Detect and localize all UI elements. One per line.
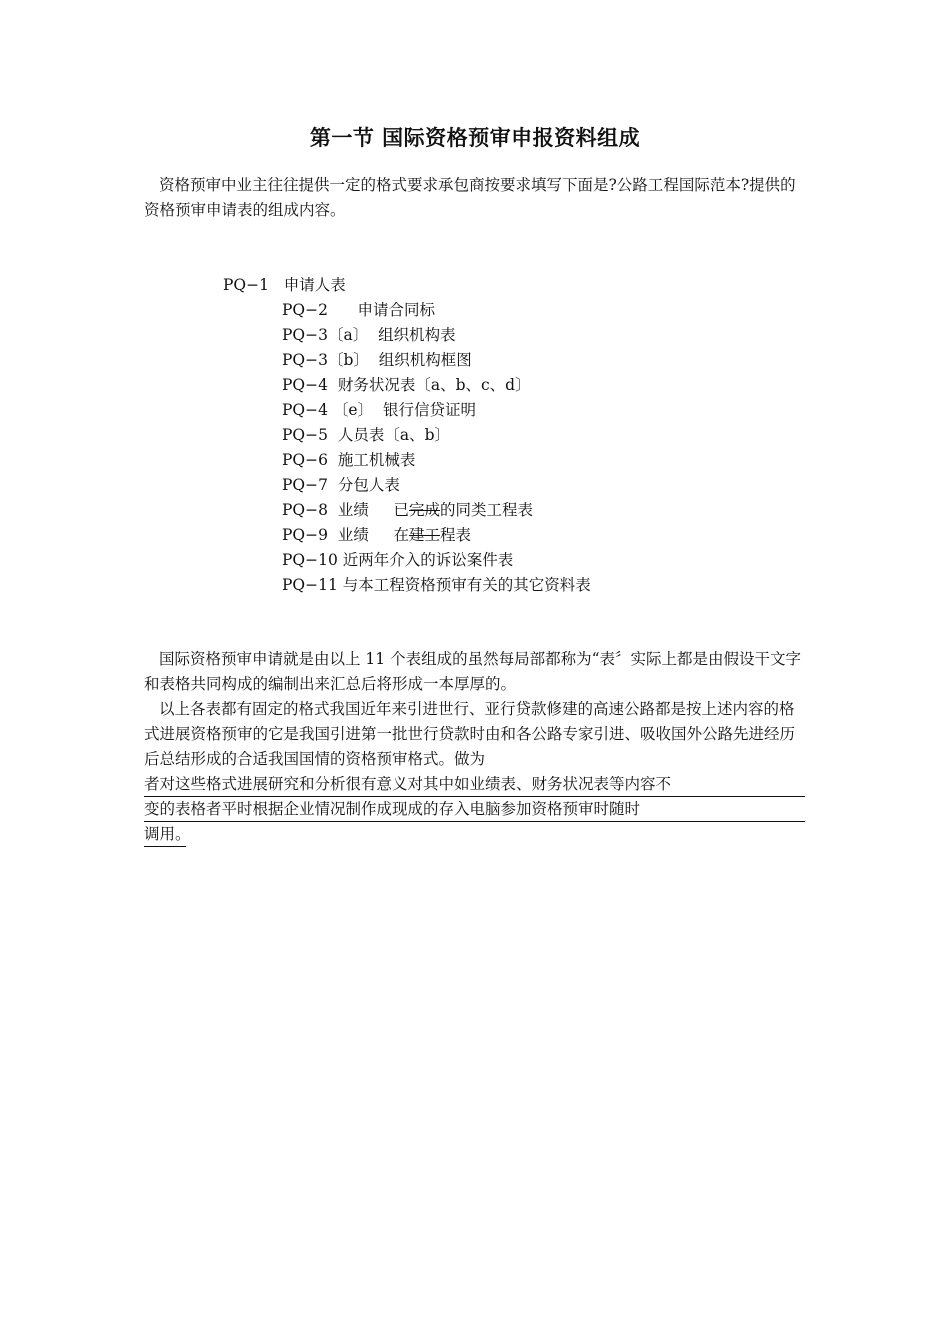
intro-paragraph: 资格预审中业主往往提供一定的格式要求承包商按要求填写下面是?公路工程国际范本?提供的资格预审申请表的组成内容。: [144, 176, 796, 219]
form-list-item: [282, 348, 591, 373]
form-list-item: [282, 523, 591, 548]
list-text: PQ−9 业绩 在: [282, 526, 409, 544]
underline-rule: [144, 821, 805, 822]
list-text: 程表: [440, 526, 472, 544]
form-list-item: [282, 298, 591, 323]
list-text: PQ−6 施工机械表: [282, 451, 416, 469]
list-text: PQ−10 近两年介入的诉讼案件表: [282, 551, 514, 569]
list-text: PQ−5 人员表〔a、b〕: [282, 426, 451, 444]
summary-paragraph: 国际资格预审申请就是由以上 11 个表组成的虽然每局部都称为“表〞实际上都是由假设干文字和表格共同构成的编制出来汇总后将形成一本厚厚的。: [144, 650, 802, 693]
form-list-item: [282, 498, 591, 523]
list-text: PQ−7 分包人表: [282, 476, 400, 494]
form-list-item: [282, 398, 591, 423]
list-text: PQ−3〔b〕 组织机构框图: [282, 351, 472, 369]
list-text: PQ−4 财务状况表〔a、b、c、d〕: [282, 376, 531, 394]
list-text: PQ−4 〔e〕 银行信贷证明: [282, 401, 476, 419]
underlined-line: 者对这些格式进展研究和分析很有意义对其中如业绩表、财务状况表等内容不: [144, 775, 672, 793]
list-text: PQ−2 申请合同标: [282, 301, 436, 319]
form-list: [282, 298, 591, 598]
list-text: PQ−8 业绩 已: [282, 501, 409, 519]
list-text: PQ−11 与本工程资格预审有关的其它资料表: [282, 576, 591, 594]
form-list-item: [282, 373, 591, 398]
list-text: 的同类工程表: [440, 501, 534, 519]
form-list-item: [282, 323, 591, 348]
form-list-head: PQ−1 申请人表: [223, 276, 346, 294]
section-title: 第一节 国际资格预审申报资料组成: [309, 125, 641, 150]
underlined-line: 变的表格者平时根据企业情况制作成现成的存入电脑参加资格预审时随时: [144, 800, 641, 818]
form-list-item: [282, 548, 591, 573]
form-list-item: [282, 573, 591, 598]
form-list-item: [282, 448, 591, 473]
form-list-item: [282, 473, 591, 498]
list-text: PQ−3〔a〕 组织机构表: [282, 326, 456, 344]
struck-text: 建工: [408, 526, 440, 544]
format-paragraph: 以上各表都有固定的格式我国近年来引进世行、亚行贷款修建的高速公路都是按上述内容的格式进展资格预审的它是我国引进第一批世行贷款时由和各公路专家引进、吸收国外公路先进经历后总结形成的合适我国国情的资格预审格式。做为: [144, 700, 796, 768]
underline-rule: [144, 846, 186, 847]
struck-text: 完成: [408, 501, 440, 519]
form-list-item: [282, 423, 591, 448]
underlined-line: 调用。: [144, 825, 191, 843]
